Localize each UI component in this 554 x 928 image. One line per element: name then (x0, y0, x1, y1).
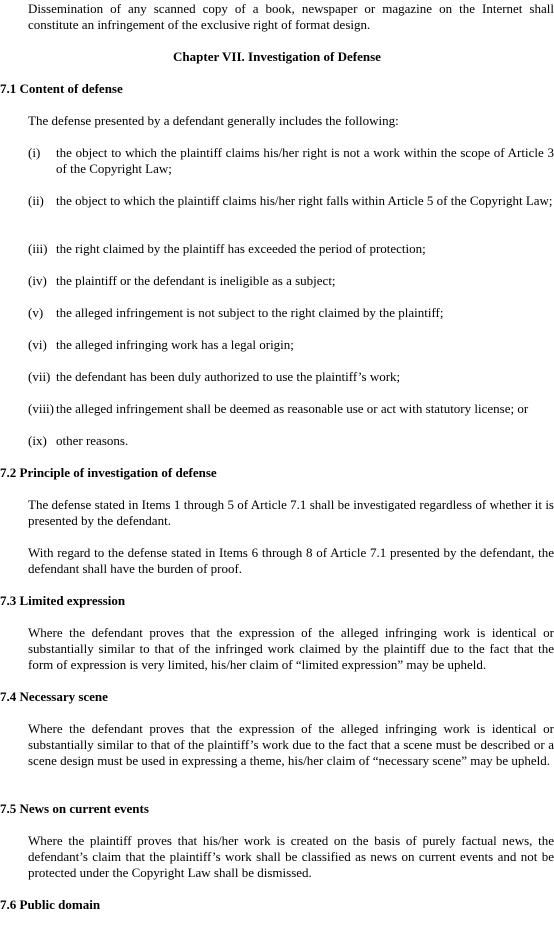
item-text: the object to which the plaintiff claims his/her right is not a work within the scope of Article 3 of the Copyright Law; (56, 145, 554, 176)
item-number: (ix) (28, 433, 47, 448)
defense-item-viii (28, 401, 554, 417)
section-heading-7-4: 7.4 Necessary scene (0, 689, 108, 704)
item-text: other reasons. (56, 433, 129, 448)
intro-paragraph: Dissemination of any scanned copy of a book, newspaper or magazine on the Internet shall constitute an infringement of the exclusive right of format design. (28, 1, 554, 32)
defense-item-vii (28, 369, 554, 385)
defense-item-iv (28, 273, 554, 289)
defense-item-ix (28, 433, 554, 449)
item-text: the alleged infringement shall be deemed as reasonable use or act with statutory license; or (56, 401, 529, 416)
defense-item-v (28, 305, 554, 321)
item-number: (viii) (28, 401, 54, 416)
defense-item-vi (28, 337, 554, 353)
section-7-3-paragraph: Where the defendant proves that the expression of the alleged infringing work is identical or substantially similar to that of the infringed work claimed by the plaintiff due to the fact that the form of expression is very limited, his/her claim of “limited expression” may be upheld. (28, 625, 554, 672)
item-number: (vi) (28, 337, 47, 352)
chapter-title: Chapter VII. Investigation of Defense (173, 49, 381, 64)
item-text: the object to which the plaintiff claims his/her right falls within Article 5 of the Copyright Law; (56, 193, 553, 208)
section-7-2-paragraph-1: The defense stated in Items 1 through 5 of Article 7.1 shall be investigated regardless of whether it is presented by the defendant. (28, 497, 554, 528)
item-text: the alleged infringing work has a legal origin; (56, 337, 294, 352)
item-number: (iii) (28, 241, 48, 256)
section-7-1-lead: The defense presented by a defendant generally includes the following: (28, 113, 399, 128)
section-heading-7-2: 7.2 Principle of investigation of defense (0, 465, 217, 480)
section-7-2-paragraph-2: With regard to the defense stated in Items 6 through 8 of Article 7.1 presented by the defendant, the defendant shall have the burden of proof. (28, 545, 554, 576)
defense-item-ii (28, 193, 554, 209)
section-7-5-paragraph: Where the plaintiff proves that his/her work is created on the basis of purely factual news, the defendant’s claim that the plaintiff’s work shall be classified as news on current events and not be protected under the Copyright Law shall be dismissed. (28, 833, 554, 880)
item-text: the right claimed by the plaintiff has exceeded the period of protection; (56, 241, 426, 256)
item-text: the defendant has been duly authorized to use the plaintiff’s work; (56, 369, 401, 384)
defense-item-i (28, 145, 554, 177)
section-heading-7-1: 7.1 Content of defense (0, 81, 123, 96)
section-heading-7-3: 7.3 Limited expression (0, 593, 126, 608)
section-heading-7-6: 7.6 Public domain (0, 897, 101, 912)
item-number: (v) (28, 305, 44, 320)
section-7-4-paragraph: Where the defendant proves that the expression of the alleged infringing work is identical or substantially similar to that of the plaintiff’s work due to the fact that a scene must be described or a scene design must be used in expressing a theme, his/her claim of “necessary scene” may be upheld. (28, 721, 554, 768)
item-number: (i) (28, 145, 41, 160)
section-heading-7-5: 7.5 News on current events (0, 801, 149, 816)
item-text: the alleged infringement is not subject to the right claimed by the plaintiff; (56, 305, 444, 320)
defense-item-iii (28, 241, 554, 257)
item-number: (ii) (28, 193, 44, 208)
item-number: (iv) (28, 273, 47, 288)
item-number: (vii) (28, 369, 51, 384)
item-text: the plaintiff or the defendant is ineligible as a subject; (56, 273, 336, 288)
